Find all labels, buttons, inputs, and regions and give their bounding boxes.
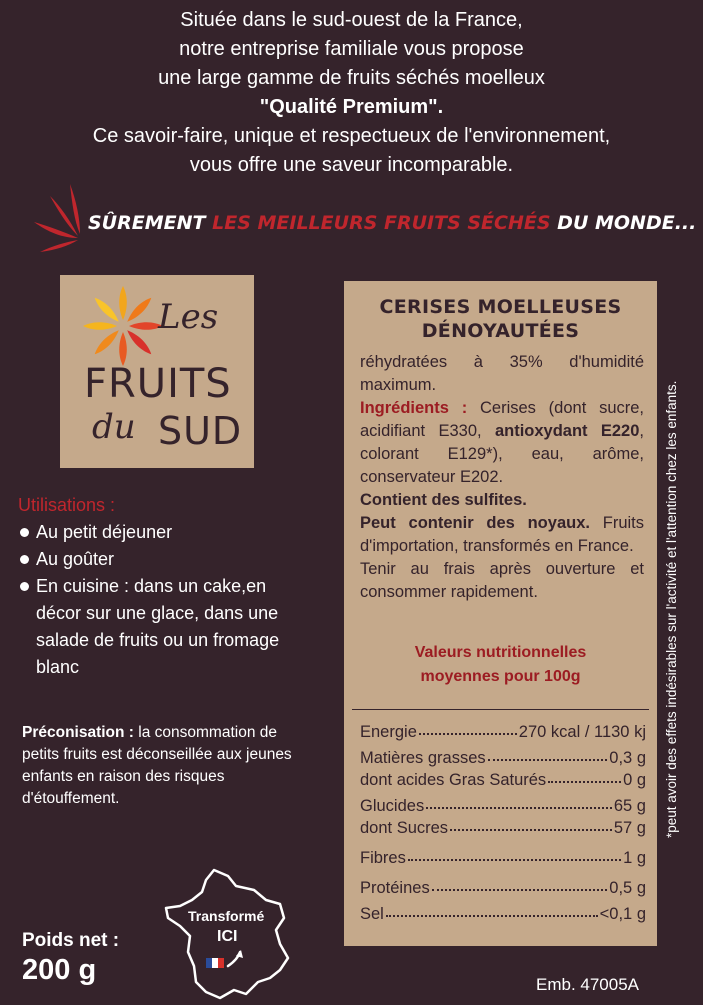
net-weight-value: 200 g [22,954,97,986]
dot-leader [408,859,621,861]
table-row [360,817,646,839]
table-row [360,877,646,899]
storage-text: Tenir au frais après ouverture et consommer rapidement. [360,560,644,601]
ingredients-label: Ingrédients : [360,399,468,417]
origin-label: Transformé [188,908,265,924]
table-row [360,721,646,743]
table-row [360,795,646,817]
logo-fruits: FRUITS [84,361,232,407]
table-row [360,769,646,791]
ingredients-bold: antioxydant E220 [494,422,640,440]
intro-line: notre entreprise familiale vous propose [179,38,524,60]
intro-line: une large gamme de fruits séchés moelleux [158,67,545,89]
intro-premium: "Qualité Premium". [259,96,444,118]
product-title: CERISES MOELLEUSES DÉNOYAUTÉES [379,296,622,342]
table-row [360,847,646,869]
product-description [360,351,644,604]
dot-leader [426,807,612,809]
advice-text [22,722,312,810]
dot-leader [450,829,612,831]
nutrient-label: Protéines [360,879,430,897]
slogan-highlight: LES MEILLEURS FRUITS SÉCHÉS [212,212,551,234]
origin-ici: ICI [217,928,238,945]
nutrition-title [344,641,657,689]
uses-section [18,492,318,681]
ingredients-text: , colorant E129*), eau, arôme, conservateur E202. [360,422,645,486]
sulfites-warning: Contient des sulfites. [360,491,527,509]
list-item: Au petit déjeuner [18,519,318,546]
petals-icon [30,176,90,252]
dot-leader [419,733,517,735]
nutrient-label: dont acides Gras Saturés [360,771,547,789]
nutrition-divider [352,709,649,710]
intro-line: vous offre une saveur incomparable. [189,154,514,176]
pits-warning: Peut contenir des noyaux. [360,514,590,532]
nutrient-label: Energie [360,723,417,741]
nutrient-value: <0,1 g [599,905,646,923]
sun-flower-icon [78,281,168,371]
nutrient-label: Sel [360,905,384,923]
brand-logo [60,275,254,468]
ingredients-text: Cerises (dont sucre, acidifiant E330, [360,399,644,440]
list-item: En cuisine : dans un cake,en décor sur une glace, dans une salade de fruits ou un fromage blanc [18,573,306,681]
dot-leader [386,915,598,917]
slogan-text [88,212,696,234]
product-info-panel [344,281,657,946]
nutrition-table [360,721,646,925]
uses-list [18,519,318,681]
dot-leader [548,781,621,783]
list-item: Au goûter [18,546,318,573]
nutrient-label: Fibres [360,849,406,867]
nutrient-value: 65 g [613,797,646,815]
import-text: Fruits d'importation, transformés en France. [360,514,644,555]
dot-leader [432,889,608,891]
nutrition-title-line: moyennes pour 100g [420,668,581,685]
intro-line: Ce savoir-faire, unique et respectueux de l'environnement, [92,125,611,147]
ingredients [360,397,644,489]
advice-body: la consommation de petits fruits est déconseillée aux jeunes enfants en raison des risques d'étouffement. [22,724,292,807]
slogan-banner [30,176,697,252]
uses-title: Utilisations : [18,495,116,515]
net-weight-label: Poids net : [22,930,120,951]
nutrient-label: dont Sucres [360,819,449,837]
dot-leader [488,759,608,761]
slogan-part: DU MONDE... [557,212,697,234]
intro-line: Située dans le sud-ouest de la France, [180,9,523,31]
logo-les: Les [158,297,219,337]
logo-du: du [92,407,136,447]
french-flag-icon [206,958,224,968]
nutrient-value: 1 g [623,849,646,867]
nutrient-value: 270 kcal / 1130 kj [518,723,646,741]
slogan-part: SÛREMENT [88,212,206,234]
additive-warning: *peut avoir des effets indésirables sur l'activité et l'attention chez les enfants. [664,380,679,838]
intro-text [0,6,703,180]
nutrition-title-line: Valeurs nutritionnelles [414,644,587,661]
nutrient-label: Matières grasses [360,749,486,767]
nutrient-label: Glucides [360,797,425,815]
nutrient-value: 0,5 g [609,879,646,897]
table-row [360,903,646,925]
table-row [360,747,646,769]
advice-label: Préconisation : [22,724,134,741]
logo-sud: SUD [158,409,243,453]
nutrient-value: 57 g [613,819,646,837]
packer-code: Emb. 47005A [536,975,640,994]
nutrient-value: 0,3 g [609,749,646,767]
product-subtitle: réhydratées à 35% d'humidité maximum. [360,353,644,394]
nutrient-value: 0 g [623,771,646,789]
